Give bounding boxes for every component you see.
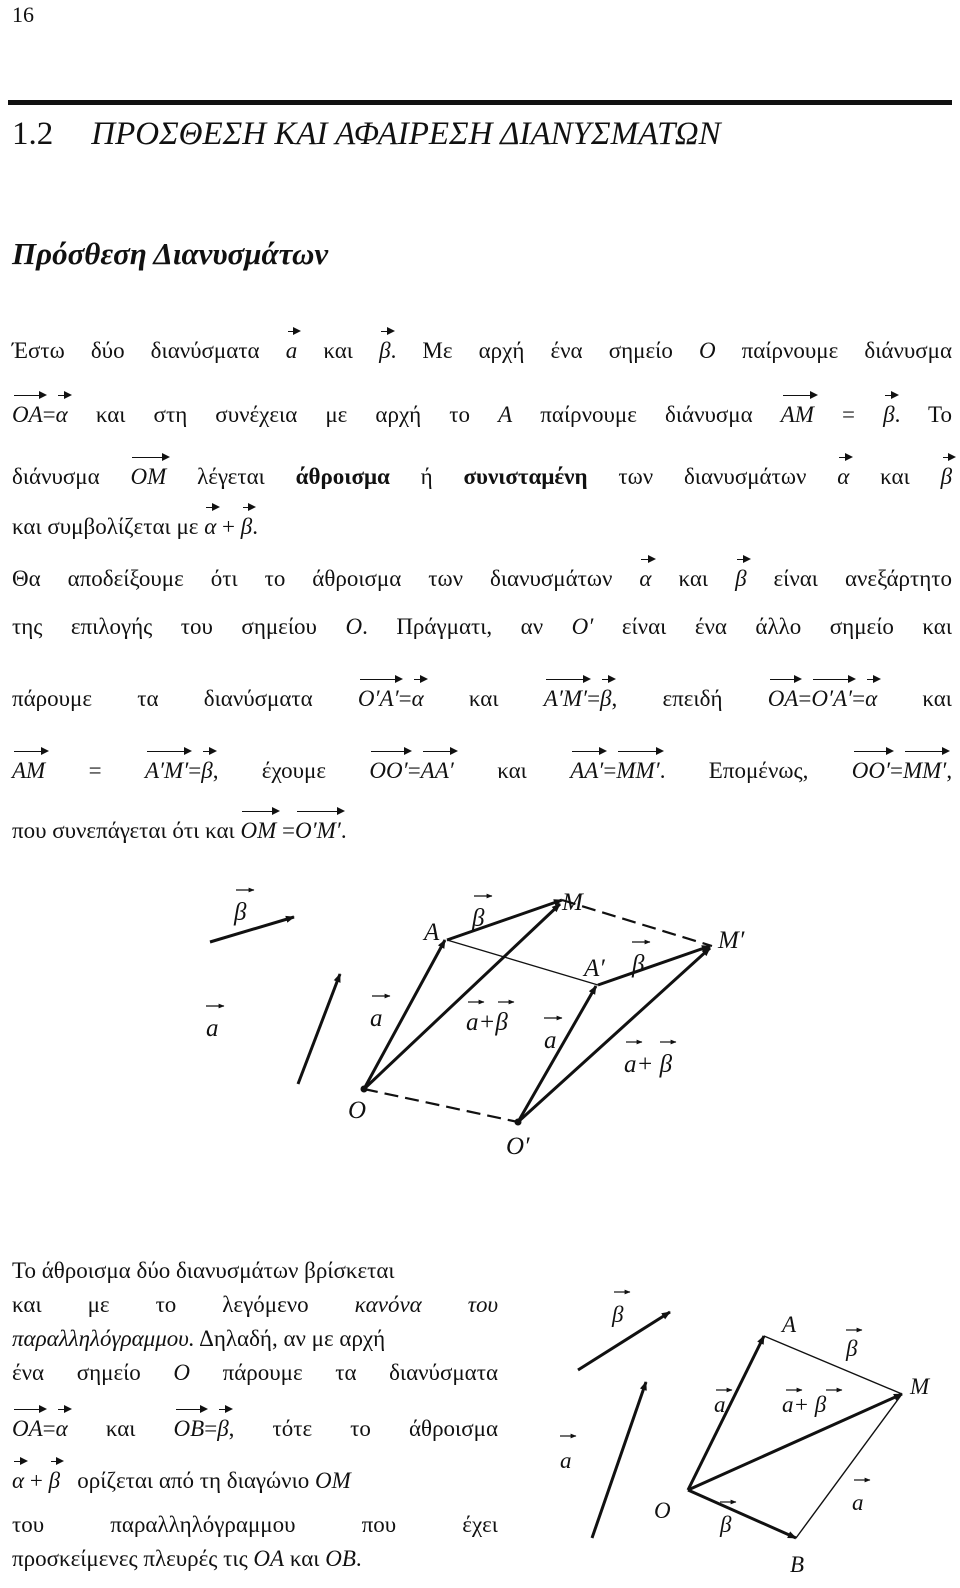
p2-line5: που συνεπάγεται ότι και OM =O′M′. [12,818,347,843]
label-sum-2: a+ β [782,1392,827,1417]
page-number: 16 [12,2,34,27]
om-arrow [364,904,560,1089]
term-resultant: συνισταμένη [463,464,588,489]
label-beta-free: β [234,899,247,926]
p2-line2: της επιλογής του σημείου O. Πράγματι, αν O′ είναι ένα άλλο σημείο και [12,614,953,639]
mmp-dashed [562,900,712,946]
label-beta-am: β [472,905,485,932]
label-Ap: A′ [584,955,605,982]
oop-dashed [364,1089,518,1122]
oa-arrow-2 [688,1336,764,1490]
term-sum: άθροισμα [295,464,390,489]
label-beta-apmp: β [632,951,645,978]
header-rule [8,100,952,105]
opap-arrow [518,986,596,1122]
vector-a: a [285,338,298,363]
p1-line1: Έστω δύο διανύσματα a και β. Με αρχή ένα σημείο O παίρνουμε διάνυσμα [12,338,953,363]
label-a-right-2: a [852,1490,864,1515]
label-O-2: O [654,1498,671,1523]
point-Op [515,1119,522,1126]
p1-line4: και συμβολίζεται με α + β. [12,514,258,539]
ob-arrow-2 [688,1490,796,1538]
label-a-oa: a [370,1005,383,1032]
vector-beta: β [379,338,391,363]
figure-parallelogram-rule [520,1270,960,1588]
label-O: O [348,1097,367,1124]
p1-line2: OA=α και στη συνέχεια με αρχή το A παίρνουμε διάνυσμα AM = β. Το [12,402,952,427]
section-number: 1.2 [12,116,54,152]
p2-line3: πάρουμε τα διανύσματα O′A′=α και A′M′=β, επειδή OA=O′A′=α και [12,686,952,711]
aap-thin [447,940,598,985]
free-beta-arrow [210,917,294,942]
subsection-title: Πρόσθεση Διανυσμάτων [12,236,329,271]
label-A-2: A [782,1312,797,1337]
label-A: A [424,919,440,946]
label-Op: O′ [506,1133,530,1160]
p2-line4: AM = A′M′=β, έχουμε OO′=AA′ και AA′=MM′. Επομένως, OO′=MM′, [12,758,953,783]
label-B-2: B [790,1552,805,1577]
label-a-free-2: a [560,1448,572,1473]
figure-vector-sum-independence [0,870,960,1200]
label-beta-bottom-2: β [720,1512,732,1537]
section-title-text: ΠΡΟΣΘΕΣΗ ΚΑΙ ΑΦΑΙΡΕΣΗ ΔΙΑΝΥΣΜΑΤΩΝ [91,116,721,152]
point-O [361,1086,368,1093]
am-side-2 [764,1336,902,1394]
p1-line3: διάνυσμα OM λέγεται άθροισμα ή συνισταμένη των διανυσμάτων α και β [12,464,953,489]
label-a-opap: a [544,1027,557,1054]
label-M: M [562,889,583,916]
label-beta-free-2: β [612,1302,624,1327]
label-M-2: M [910,1374,930,1399]
label-beta-top-2: β [846,1336,858,1361]
free-beta-arrow-2 [578,1312,670,1370]
free-a-arrow [298,974,340,1084]
apmp-arrow [598,946,710,985]
label-a-free: a [206,1015,219,1042]
section-title [12,116,721,153]
free-a-arrow-2 [592,1382,646,1538]
label-sum-1: a+β [466,1009,508,1036]
label-Mp: M′ [718,927,745,954]
label-sum-2: a+ β [624,1051,673,1078]
p2-line1: Θα αποδείξουμε ότι το άθροισμα των διανυσμάτων α και β είναι ανεξάρτητο [12,566,953,591]
label-a-left-2: a [714,1392,726,1417]
